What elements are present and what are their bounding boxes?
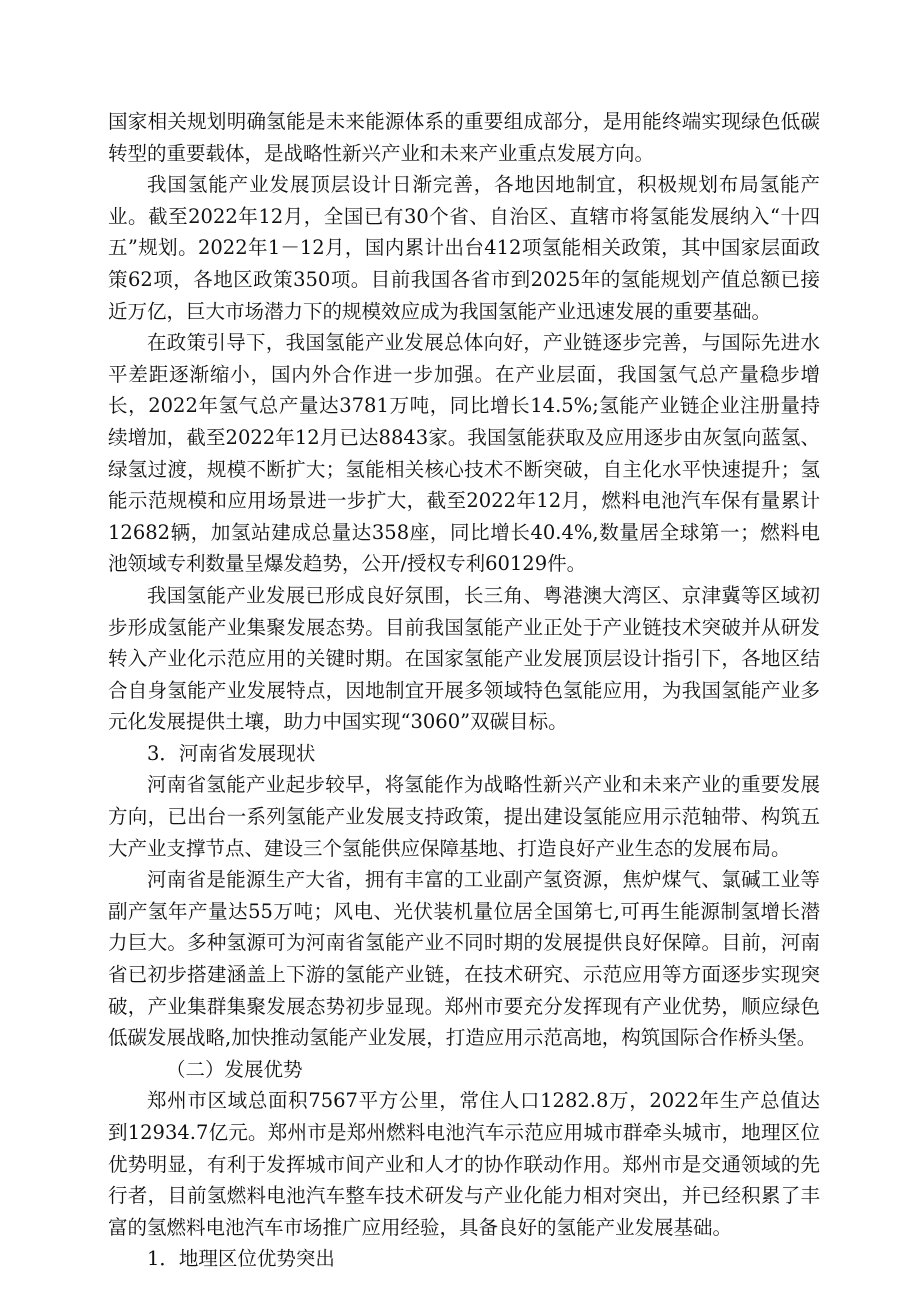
subheading-geographic-advantage: 1．地理区位优势突出 — [147, 1247, 335, 1271]
paragraph-national-policy: 我国氢能产业发展顶层设计日渐完善，各地因地制宜，积极规划布局氢能产业。截至2022年12月，全国已有30个省、自治区、直辖市将氢能发展纳入“十四五”规划。2022年1－12月，国内累计出台412项氢能相关政策，其中国家层面政策62项，各地区政策350项。目前我国各省市到2025年的氢能规划产值总额已接近万亿，巨大市场潜力下的规模效应成为我国氢能产业迅速发展的重要基础。 — [108, 173, 820, 323]
paragraph-hydrogen-role: 国家相关规划明确氢能是未来能源体系的重要组成部分，是用能终端实现绿色低碳转型的重要载体，是战略性新兴产业和未来产业重点发展方向。 — [108, 110, 820, 165]
section-heading-development-advantages: （二）发展优势 — [166, 1057, 303, 1081]
document-page — [108, 106, 820, 1275]
section-heading-henan-status: 3．河南省发展现状 — [147, 741, 316, 765]
paragraph-industry-progress: 在政策引导下，我国氢能产业发展总体向好，产业链逐步完善，与国际先进水平差距逐渐缩小，国内外合作进一步加强。在产业层面，我国氢气总产量稳步增长，2022年氢气总产量达3781万吨，同比增长14.5%;氢能产业链企业注册量持续增加，截至2022年12月已达8843家。我国氢能获取及应用逐步由灰氢向蓝氢、绿氢过渡，规模不断扩大；氢能相关核心技术不断突破，自主化水平快速提升；氢能示范规模和应用场景进一步扩大，截至2022年12月，燃料电池汽车保有量累计12682辆，加氢站建成总量达358座，同比增长40.4%,数量居全球第一；燃料电池领域专利数量呈爆发趋势，公开/授权专利60129件。 — [108, 331, 820, 576]
paragraph-henan-policy: 河南省氢能产业起步较早，将氢能作为战略性新兴产业和未来产业的重要发展方向，已出台一系列氢能产业发展支持政策，提出建设氢能应用示范轴带、构筑五大产业支撑节点、建设三个氢能供应保障基地、打造良好产业生态的发展布局。 — [108, 773, 820, 860]
paragraph-zhengzhou-overview: 郑州市区域总面积7567平方公里，常住人口1282.8万，2022年生产总值达到12934.7亿元。郑州市是郑州燃料电池汽车示范应用城市群牵头城市，地理区位优势明显，有利于发挥城市间产业和人才的协作联动作用。郑州市是交通领域的先行者，目前氢燃料电池汽车整车技术研发与产业化能力相对突出，并已经积累了丰富的氢燃料电池汽车市场推广应用经验，具备良好的氢能产业发展基础。 — [108, 1089, 820, 1239]
paragraph-henan-resources: 河南省是能源生产大省，拥有丰富的工业副产氢资源，焦炉煤气、氯碱工业等副产氢年产量达55万吨；风电、光伏装机量位居全国第七,可再生能源制氢增长潜力巨大。多种氢源可为河南省氢能产业不同时期的发展提供良好保障。目前，河南省已初步搭建涵盖上下游的氢能产业链，在技术研究、示范应用等方面逐步实现突破，产业集群集聚发展态势初步显现。郑州市要充分发挥现有产业优势，顺应绿色低碳发展战略,加快推动氢能产业发展，打造应用示范高地，构筑国际合作桥头堡。 — [108, 868, 820, 1050]
paragraph-regional-clusters: 我国氢能产业发展已形成良好氛围，长三角、粤港澳大湾区、京津冀等区域初步形成氢能产业集聚发展态势。目前我国氢能产业正处于产业链技术突破并从研发转入产业化示范应用的关键时期。在国家氢能产业发展顶层设计指引下，各地区结合自身氢能产业发展特点，因地制宜开展多领域特色氢能应用，为我国氢能产业多元化发展提供土壤，助力中国实现“3060”双碳目标。 — [108, 583, 820, 734]
